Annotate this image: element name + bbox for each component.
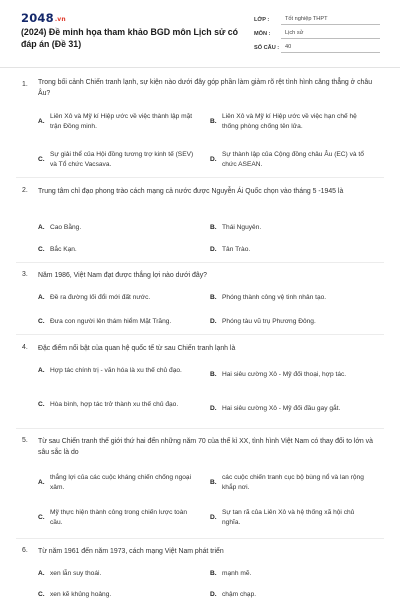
question-divider [16, 428, 384, 429]
option-text: Đề ra đường lối đổi mới đất nước. [50, 294, 151, 301]
question-text: Trong bối cảnh Chiến tranh lạnh, sự kiện nào dưới đây góp phần làm giảm rõ rệt tình hình căng thẳng ở châu Âu? [38, 79, 373, 97]
option-d[interactable] [210, 317, 372, 327]
option-letter: D. [210, 246, 217, 253]
option-b[interactable] [210, 569, 372, 579]
option-letter: C. [38, 591, 45, 598]
option-c[interactable] [38, 245, 200, 255]
option-text: Liên Xô và Mỹ kí Hiệp ước về việc thành lập mặt trận Đồng minh. [50, 113, 193, 130]
option-letter: C. [38, 246, 45, 253]
page-header [0, 0, 400, 66]
option-letter: D. [210, 591, 217, 598]
question-text: Từ năm 1961 đến năm 1973, cách mạng Việt Nam phát triển [38, 548, 224, 555]
option-letter: A. [38, 294, 45, 301]
option-d[interactable] [210, 404, 372, 414]
option-c[interactable] [38, 317, 200, 327]
question-text: Từ sau Chiến tranh thế giới thứ hai đến những năm 70 của thế kỉ XX, tình hình Việt Nam có thay đổi to lớn và sâu sắc là do [38, 438, 373, 456]
option-letter: D. [210, 318, 217, 325]
meta-value: Tốt nghiệp THPT [281, 16, 380, 25]
option-a[interactable] [38, 223, 200, 233]
brand-name: 2048 [21, 11, 54, 25]
question-divider [16, 334, 384, 335]
option-letter: B. [210, 371, 217, 378]
meta-label: LỚP : [254, 17, 270, 23]
option-c[interactable] [38, 150, 200, 169]
option-text: Đưa con người lên thám hiểm Mặt Trăng. [50, 318, 172, 325]
question-text: Đặc điểm nổi bật của quan hệ quốc tế từ sau Chiến tranh lạnh là [38, 345, 236, 352]
option-d[interactable] [210, 245, 372, 255]
option-c[interactable] [38, 590, 200, 600]
question-number: 1. [22, 81, 28, 88]
option-text: xen lẫn suy thoái. [50, 570, 102, 577]
question-number: 6. [22, 547, 28, 554]
option-b[interactable] [210, 112, 372, 131]
option-text: chậm chạp. [222, 591, 257, 598]
option-text: Mỹ thực hiện thành công trong chiến lược toàn cầu. [50, 509, 188, 526]
option-letter: C. [38, 155, 45, 163]
option-b[interactable] [210, 473, 372, 492]
option-c[interactable] [38, 508, 200, 527]
option-letter: A. [38, 117, 45, 125]
meta-row-count [254, 39, 380, 53]
page-title: (2024) Đề minh họa tham khảo BGD môn Lịch sử có đáp án (Đề 31) [21, 27, 239, 49]
question-text: Năm 1986, Việt Nam đạt được thắng lợi nào dưới đây? [38, 272, 207, 279]
option-text: Sự thành lập của Cộng đồng châu Âu (EC) và tổ chức ASEAN. [222, 151, 364, 168]
option-text: Thái Nguyên. [222, 224, 262, 231]
option-letter: A. [38, 367, 45, 374]
option-letter: B. [210, 570, 217, 577]
option-text: mạnh mẽ. [222, 570, 252, 577]
option-text: Cao Bằng. [50, 224, 82, 231]
option-text: các cuộc chiến tranh cục bộ bùng nổ và lan rộng khắp nơi. [222, 474, 364, 491]
header-divider [0, 67, 400, 68]
option-letter: A. [38, 478, 45, 486]
option-a[interactable] [38, 366, 200, 376]
option-d[interactable] [210, 508, 372, 527]
option-text: Tân Trào. [222, 246, 251, 253]
option-b[interactable] [210, 370, 372, 380]
option-text: Phóng tàu vũ trụ Phương Đông. [222, 318, 316, 325]
option-letter: D. [210, 155, 217, 163]
option-d[interactable] [210, 150, 372, 169]
option-b[interactable] [210, 293, 372, 303]
site-logo[interactable] [21, 11, 66, 25]
option-text: Sự giải thể của Hội đồng tương trợ kinh tế (SEV) và Tổ chức Vacsava. [50, 151, 194, 168]
option-c[interactable] [38, 400, 200, 410]
meta-label: SỐ CÂU : [254, 45, 280, 51]
question-number: 3. [22, 271, 28, 278]
option-text: Sự tan rã của Liên Xô và hệ thống xã hội chủ nghĩa. [222, 509, 355, 526]
option-b[interactable] [210, 223, 372, 233]
question-number: 5. [22, 437, 28, 444]
option-text: Bắc Kạn. [50, 246, 77, 253]
question-divider [16, 538, 384, 539]
option-letter: C. [38, 401, 45, 408]
option-a[interactable] [38, 569, 200, 579]
meta-value: 40 [281, 44, 380, 53]
question-number: 4. [22, 344, 28, 351]
option-letter: B. [210, 224, 217, 231]
question-number: 2. [22, 187, 28, 194]
option-letter: B. [210, 117, 217, 125]
exam-meta [254, 11, 380, 53]
option-letter: A. [38, 224, 45, 231]
option-text: Hòa bình, hợp tác trở thành xu thế chủ đạo. [50, 401, 179, 408]
meta-row-subject [254, 25, 380, 39]
option-d[interactable] [210, 590, 372, 600]
meta-value: Lịch sử [281, 30, 380, 39]
option-letter: D. [210, 513, 217, 521]
option-a[interactable] [38, 293, 200, 303]
option-a[interactable] [38, 473, 200, 492]
option-letter: A. [38, 570, 45, 577]
option-text: thắng lợi của các cuộc kháng chiến chống ngoại xâm. [50, 474, 192, 491]
question-divider [16, 262, 384, 263]
option-letter: B. [210, 294, 217, 301]
option-a[interactable] [38, 112, 200, 131]
option-text: Liên Xô và Mỹ kí Hiệp ước về việc hạn chế hệ thống phòng chống tên lửa. [222, 113, 357, 130]
option-text: Hai siêu cường Xô - Mỹ đối đầu gay gắt. [222, 405, 341, 412]
option-text: xen kẽ khủng hoảng. [50, 591, 112, 598]
option-letter: D. [210, 405, 217, 412]
option-text: Hai siêu cường Xô - Mỹ đối thoại, hợp tác. [222, 371, 347, 378]
brand-suffix: .vn [54, 16, 66, 23]
question-divider [16, 177, 384, 178]
option-letter: B. [210, 478, 217, 486]
option-letter: C. [38, 513, 45, 521]
meta-label: MÔN : [254, 31, 271, 37]
question-text: Trung tâm chỉ đạo phong trào cách mạng cả nước được Nguyễn Ái Quốc chọn vào tháng 5 -1945 là [38, 188, 344, 195]
option-text: Phóng thành công vệ tinh nhân tạo. [222, 294, 327, 301]
option-letter: C. [38, 318, 45, 325]
meta-row-class [254, 11, 380, 25]
option-text: Hợp tác chính trị - văn hóa là xu thế chủ đạo. [50, 367, 182, 374]
